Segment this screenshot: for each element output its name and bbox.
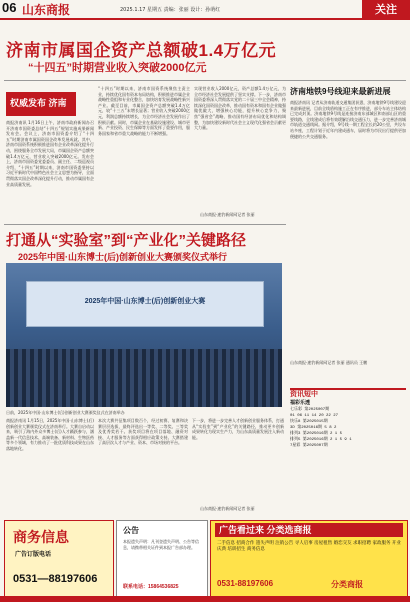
lottery-line: 01 06 11 14 20 22 27 bbox=[290, 414, 339, 418]
right-story bbox=[290, 86, 406, 366]
business-info-ad bbox=[4, 520, 114, 602]
right-story-headline: 济南地铁9号线迎来最新进展 bbox=[290, 87, 391, 96]
classified-ad-phone: 0531-88197606 bbox=[217, 579, 274, 588]
notice-ad bbox=[116, 520, 208, 602]
ad-title: 商务信息 bbox=[13, 529, 69, 545]
lottery-line: 七乐彩 第2025007期 bbox=[290, 408, 330, 412]
notice-title: 公告 bbox=[123, 526, 139, 535]
ad-subtitle: 广告订版电话 bbox=[15, 552, 52, 558]
stage-screen-text: 2025年中国·山东博士(后)创新创业大赛 bbox=[84, 298, 206, 305]
photo-caption: 日前，2025年中国·山东博士(后)创新创业大赛颁奖仪式在济南举办 bbox=[6, 410, 125, 415]
second-headline: 打通从“实验室”到“产业化”关键路径 bbox=[6, 232, 247, 249]
second-body-text: 下一步，将进一步完善人才创新创业服务体系，打通从“实验室”到“产业化”的关键路径，推动更多创新成果转化为现实生产力，为山东高质量发展注入新动能。 bbox=[192, 418, 284, 440]
award-ceremony-photo bbox=[6, 263, 282, 407]
lead-body-text: 商报济南讯 1月16日上午，济南市政府新闻办召开济南市国资委总结“十四五”规划实施成果新闻发布会。会议上，济南市国资委介绍了“十四五”时期济南市属国资国企改革发展成就。其中，济南市国资系统积极推进国有企业改革深化提升行动，围绕服务全市发展大局，市属国企资产总额突破1.4万亿元，营业收入突破2000亿元。发布会上，济南市国资委党委委员、副主任、二级巡视员介绍，“十四五”时期以来，济南市国资委坚持以习近平新时代中国特色社会主义思想为指导，全面贯彻落实国企改革深化提升行动，推动市属国有企业高质量发展。 bbox=[6, 120, 94, 187]
classified-ad-text: 二手信息 招商合作 遗失声明 注销公告 寻人启事 房屋租售 婚恋交友 求职招聘 家政服务 开业庆典 培训招生 商务信息 bbox=[217, 541, 401, 552]
lead-subheadline: “十四五”时期营业收入突破2000亿元 bbox=[28, 62, 207, 74]
right-story-byline: 山东商报·速豹新闻网记者 张丽 通讯员 王鹏 bbox=[290, 360, 368, 365]
second-subheadline: 2025年中国·山东博士(后)创新创业大赛颁奖仪式举行 bbox=[18, 252, 228, 262]
award-winners-group bbox=[6, 349, 282, 407]
stage-screen bbox=[26, 281, 264, 327]
lead-body-text: “十四五”时期以来，济南市国资系统聚焦主责主业，持续优化国有资本布局结构，积极推进市属企业战略性重组和专业化整合，加快培育发展战略性新兴产业。截至目前，市属国企资产总额突破1.4万亿元，较“十三五”末增长显著；营业收入突破2000亿元，利润总额持续增长，为全市经济社会发展作出了积极贡献。同时，市属企业在基础设施建设、城市更新、产业投资、民生保障等方面发挥了重要作用，服务国家和省市重大战略的能力不断增强。 bbox=[98, 86, 190, 136]
authority-banner bbox=[6, 92, 76, 116]
second-body-column-2 bbox=[98, 418, 188, 514]
brief-box-title: 资讯短中 bbox=[290, 391, 318, 398]
section-tag: 关注 bbox=[362, 0, 410, 20]
classified-ad bbox=[210, 520, 408, 602]
lead-body-column-2 bbox=[98, 86, 190, 220]
second-byline: 山东商报·速豹新闻网记者 张丽 bbox=[200, 506, 255, 511]
ad-phone: 0531—88197606 bbox=[13, 573, 98, 585]
footer-rule bbox=[0, 596, 410, 602]
lead-headline: 济南市属国企资产总额破1.4万亿元 bbox=[6, 41, 277, 60]
second-body-column-3 bbox=[192, 418, 284, 504]
lottery-line: 7星彩 第2025007期 bbox=[290, 444, 328, 448]
masthead bbox=[0, 0, 410, 20]
lead-byline: 山东商报·速豹新闻网记者 张丽 bbox=[200, 212, 255, 217]
banner-text: 权威发布 济南 bbox=[10, 98, 67, 108]
notice-phone: 联系电话：15864536825 bbox=[123, 584, 179, 590]
lottery-title: 福彩乐透 bbox=[290, 400, 311, 406]
notice-text: 本报遗失声明：凡刊登遗失声明、公告等信息，请携带相关证件到本报广告部办理。 bbox=[123, 539, 199, 550]
right-story-body bbox=[290, 100, 406, 360]
lottery-line: 快乐8 第2025015期 bbox=[290, 420, 328, 424]
second-body-text: 本次大赛共征集项目数百个，经过初赛、复赛和决赛层层选拔，最终评选出一等奖、二等奖、三等奖及优秀奖若干。获奖项目将在项目落地、融资对接、人才服务等方面获得相应政策支持。大赛搭建了高层次人才与产业、资本、市场对接的平台。 bbox=[98, 418, 188, 446]
lead-body-column-1 bbox=[6, 120, 94, 220]
right-story-text: 商报济南讯 记者从济南轨道交通集团获悉，济南地铁9号线建设迎来最新进展，目前全线盾构施工正在有序推进，部分车站主体结构已完成封顶。济南地铁9号线是连接济南东部城区和南部山区的重要线路，全线建成后将有效缓解沿线交通压力，进一步完善济南城市轨道交通线网。据介绍，9号线一期工程全长约20公里，共设车站多座，工程计划于近年内建成通车，届时将为市民出行提供更加便捷的公共交通服务。 bbox=[290, 100, 406, 139]
lottery-line: 排列3 第2025016期 2 1 5 bbox=[290, 432, 343, 436]
divider bbox=[4, 80, 406, 81]
classified-ad-tag: 分类商报 bbox=[331, 580, 363, 589]
page-number: 06 bbox=[2, 0, 17, 15]
second-body-text: 商报济南讯 1月15日，2025年中国·山东博士(后)创新创业大赛颁奖仪式在济南举行。大赛自启动以来，吸引了海内外众多博士(后)人才踊跃参与，涵盖新一代信息技术、高端装备、新材料、生物医药等多个领域，有力推动了一批优质科技成果在山东落地转化。 bbox=[6, 418, 94, 451]
lead-body-column-3 bbox=[194, 86, 286, 210]
lottery-line: 3D 第2025016期 5 8 2 bbox=[290, 426, 337, 430]
lottery-line: 排列5 第2025016期 2 1 5 9 1 bbox=[290, 438, 352, 442]
date-line: 2025.1.17 星期五 责编：张丽 设计：孙萌红 bbox=[120, 7, 221, 13]
classified-ad-header: 广告看过来 分类选商报 bbox=[215, 523, 403, 537]
second-body-column-1 bbox=[6, 418, 94, 514]
lead-body-text: 实现营业收入2000亿元，资产总额1.4万亿元，为全市经济社会发展提供了坚实支撑。下一步，济南市国资委将深入贯彻落实党的二十届三中全会精神，持续深化国资国企改革，推动国有资本和国有企业做强做优做大，增强核心功能，提升核心竞争力，聚焦“强省会”战略，推动国有经济布局优化和结构调整，为加快建设新时代社会主义现代化强省会贡献更大力量。 bbox=[194, 86, 286, 131]
brief-news-box bbox=[290, 388, 406, 476]
divider bbox=[4, 224, 286, 225]
paper-name: 山东商报 bbox=[22, 3, 71, 17]
